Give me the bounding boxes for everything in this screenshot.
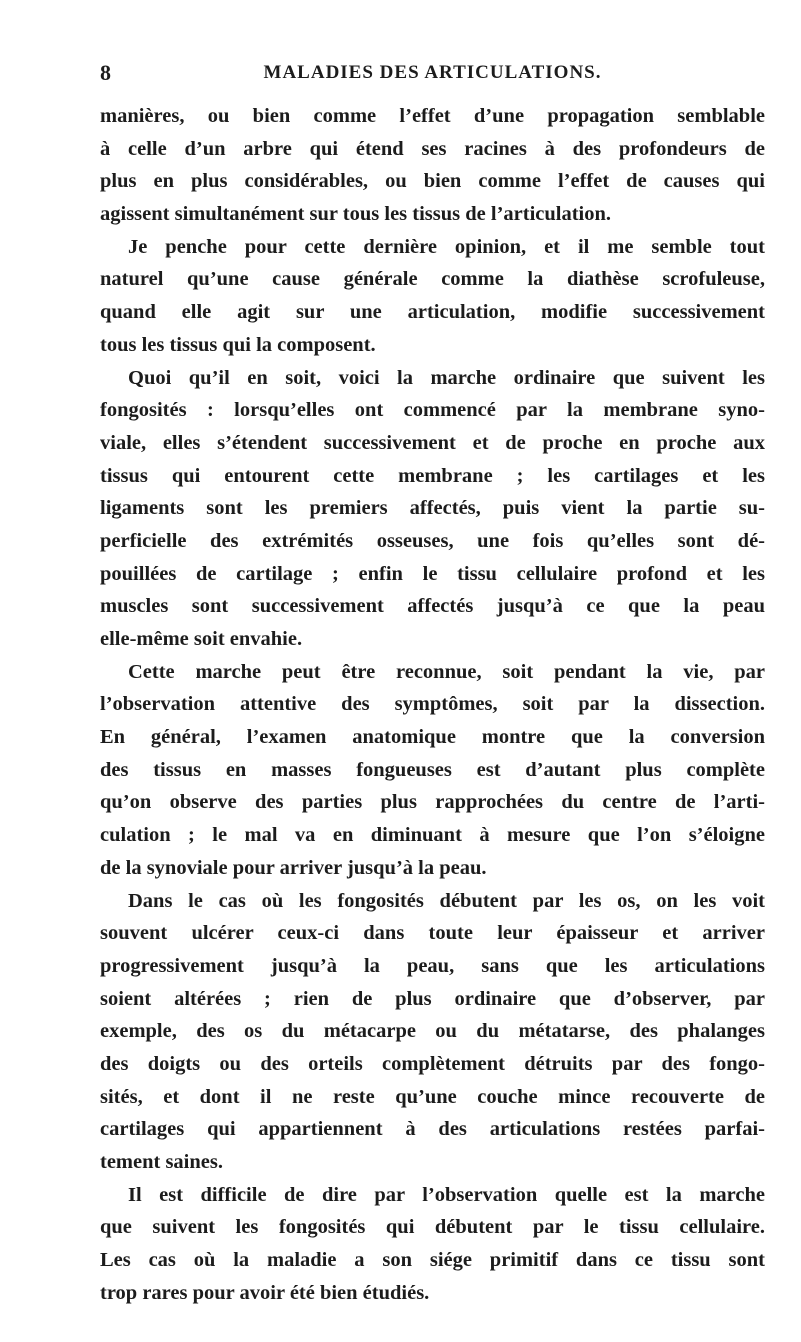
text-line: ligaments sont les premiers affectés, puis vient la partie su- — [100, 497, 765, 520]
text-line: des doigts ou des orteils complètement détruits par des fongo- — [100, 1052, 765, 1075]
text-line: agissent simultanément sur tous les tissus de l’articulation. — [100, 203, 612, 226]
text-line: à celle d’un arbre qui étend ses racines à des profondeurs de — [100, 137, 765, 160]
text-line: manières, ou bien comme l’effet d’une propagation semblable — [100, 105, 765, 127]
text-line: Dans le cas où les fongosités débutent par les os, on les voit — [128, 889, 765, 912]
running-title: MALADIES DES ARTICULATIONS. — [263, 62, 602, 83]
text-line: muscles sont successivement affectés jusqu’à ce que la peau — [100, 595, 765, 618]
text-line: Cette marche peut être reconnue, soit pendant la vie, par — [128, 660, 765, 683]
text-line: pouillées de cartilage ; enfin le tissu cellulaire profond et les — [100, 562, 765, 585]
text-line: fongosités : lorsqu’elles ont commencé par la membrane syno- — [100, 399, 765, 422]
text-line: progressivement jusqu’à la peau, sans que les articulations — [100, 954, 765, 977]
text-line: plus en plus considérables, ou bien comme l’effet de causes qui — [100, 170, 765, 193]
text-line: qu’on observe des parties plus rapprochées du centre de l’arti- — [100, 791, 765, 814]
text-line: trop rares pour avoir été bien étudiés. — [100, 1281, 430, 1304]
text-line: Je penche pour cette dernière opinion, et il me semble tout — [128, 235, 765, 258]
text-line: tissus qui entourent cette membrane ; les cartilages et les — [100, 464, 765, 487]
text-line: l’observation attentive des symptômes, soit par la dissection. — [100, 693, 765, 716]
text-line: En général, l’examen anatomique montre que la conversion — [100, 726, 765, 749]
text-line: elle-même soit envahie. — [100, 628, 303, 650]
text-line: cartilages qui appartiennent à des articulations restées parfai- — [100, 1118, 765, 1141]
page-number: 8 — [100, 60, 111, 85]
text-line: de la synoviale pour arriver jusqu’à la peau. — [100, 856, 487, 879]
text-line: soient altérées ; rien de plus ordinaire que d’observer, par — [100, 987, 765, 1010]
text-line: sités, et dont il ne reste qu’une couche mince recouverte de — [100, 1085, 765, 1108]
text-line: viale, elles s’étendent successivement et de proche en proche aux — [100, 431, 765, 454]
text-line: exemple, des os du métacarpe ou du métatarse, des phalanges — [100, 1020, 765, 1043]
text-line: quand elle agit sur une articulation, modifie successivement — [100, 301, 765, 324]
text-line: naturel qu’une cause générale comme la diathèse scrofuleuse, — [100, 268, 765, 291]
text-line: des tissus en masses fongueuses est d’autant plus complète — [100, 758, 765, 781]
text-line: Il est difficile de dire par l’observation quelle est la marche — [128, 1183, 765, 1206]
text-line: que suivent les fongosités qui débutent par le tissu cellulaire. — [100, 1216, 765, 1239]
text-line: perficielle des extrémités osseuses, une fois qu’elles sont dé- — [100, 529, 765, 552]
text-line: tous les tissus qui la composent. — [100, 333, 376, 356]
body-text — [100, 100, 765, 1309]
text-line: tement saines. — [100, 1151, 223, 1173]
text-line: Les cas où la maladie a son siége primitif dans ce tissu sont — [100, 1249, 765, 1272]
text-line: culation ; le mal va en diminuant à mesure que l’on s’éloigne — [100, 824, 765, 847]
text-line: Quoi qu’il en soit, voici la marche ordinaire que suivent les — [128, 366, 765, 389]
text-line: souvent ulcérer ceux-ci dans toute leur épaisseur et arriver — [100, 922, 765, 945]
page-header — [100, 60, 765, 94]
